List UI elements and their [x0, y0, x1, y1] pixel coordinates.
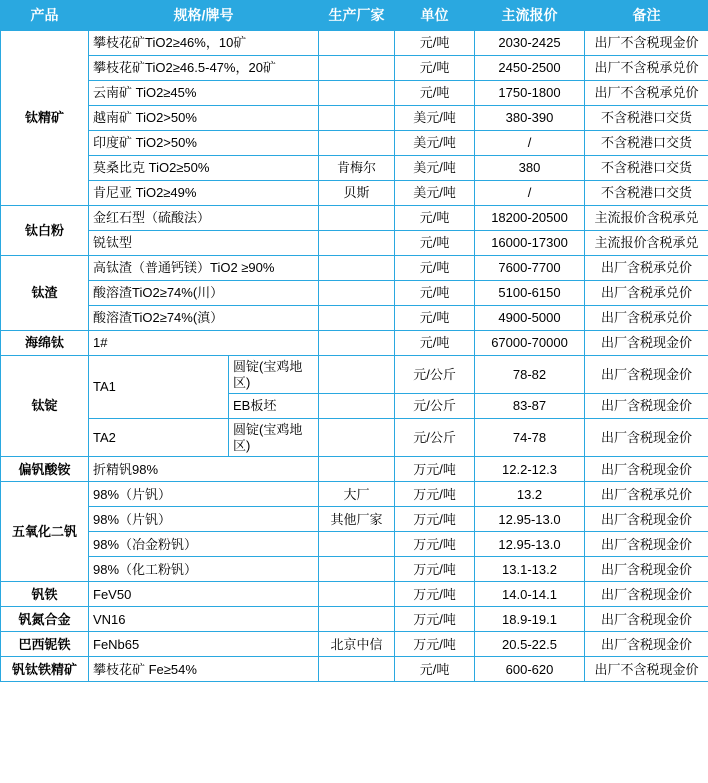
remark-cell: 出厂含税承兑价: [585, 482, 708, 507]
table-row: [1, 607, 708, 632]
price-cell: 18200-20500: [475, 206, 585, 231]
spec-cell: 98%（冶金粉钒）: [89, 532, 319, 557]
unit-cell: 元/吨: [395, 281, 475, 306]
remark-cell: 出厂不含税现金价: [585, 657, 708, 682]
table-row: [1, 281, 708, 306]
spec-sub-cell: 圆锭(宝鸡地区): [229, 356, 319, 394]
table-row: [1, 56, 708, 81]
spec-cell: 莫桑比克 TiO2≥50%: [89, 156, 319, 181]
column-header-spec: 规格/牌号: [89, 1, 319, 31]
column-header-manufacturer: 生产厂家: [319, 1, 395, 31]
table-header: [1, 1, 708, 31]
unit-cell: 美元/吨: [395, 106, 475, 131]
unit-cell: 元/公斤: [395, 419, 475, 457]
price-cell: 13.2: [475, 482, 585, 507]
remark-cell: 出厂含税承兑价: [585, 281, 708, 306]
spec-cell: 折精钒98%: [89, 457, 319, 482]
table-row: [1, 81, 708, 106]
spec-cell: 金红石型（硫酸法）: [89, 206, 319, 231]
remark-cell: 出厂含税现金价: [585, 356, 708, 394]
table-row: [1, 306, 708, 331]
price-cell: 16000-17300: [475, 231, 585, 256]
price-cell: /: [475, 181, 585, 206]
spec-sub-cell: EB板坯: [229, 394, 319, 419]
product-category-cell: 钛锭: [1, 356, 89, 457]
remark-cell: 出厂含税现金价: [585, 532, 708, 557]
table-row: [1, 256, 708, 281]
table-header-row: [1, 1, 708, 31]
unit-cell: 元/吨: [395, 81, 475, 106]
price-cell: /: [475, 131, 585, 156]
manufacturer-cell: [319, 607, 395, 632]
table-row: [1, 582, 708, 607]
price-cell: 67000-70000: [475, 331, 585, 356]
table-row: [1, 156, 708, 181]
unit-cell: 元/吨: [395, 256, 475, 281]
spec-cell: TA1: [89, 356, 229, 419]
table-row: [1, 419, 708, 457]
unit-cell: 万元/吨: [395, 482, 475, 507]
product-category-cell: 钒钛铁精矿: [1, 657, 89, 682]
price-cell: 5100-6150: [475, 281, 585, 306]
remark-cell: 出厂含税现金价: [585, 457, 708, 482]
remark-cell: 出厂含税现金价: [585, 507, 708, 532]
table-row: [1, 106, 708, 131]
unit-cell: 美元/吨: [395, 156, 475, 181]
table-row: [1, 181, 708, 206]
remark-cell: 出厂含税承兑价: [585, 256, 708, 281]
table-row: [1, 657, 708, 682]
unit-cell: 元/吨: [395, 31, 475, 56]
unit-cell: 元/吨: [395, 306, 475, 331]
price-cell: 20.5-22.5: [475, 632, 585, 657]
spec-cell: 高钛渣（普通钙镁）TiO2 ≥90%: [89, 256, 319, 281]
remark-cell: 出厂含税现金价: [585, 582, 708, 607]
unit-cell: 万元/吨: [395, 557, 475, 582]
remark-cell: 出厂不含税承兑价: [585, 81, 708, 106]
spec-cell: 攀枝花矿 Fe≥54%: [89, 657, 319, 682]
table-body: [1, 31, 708, 682]
unit-cell: 元/公斤: [395, 394, 475, 419]
manufacturer-cell: [319, 56, 395, 81]
price-cell: 74-78: [475, 419, 585, 457]
manufacturer-cell: 贝斯: [319, 181, 395, 206]
remark-cell: 出厂含税承兑价: [585, 306, 708, 331]
price-cell: 14.0-14.1: [475, 582, 585, 607]
spec-cell: FeNb65: [89, 632, 319, 657]
price-cell: 7600-7700: [475, 256, 585, 281]
manufacturer-cell: [319, 532, 395, 557]
price-cell: 13.1-13.2: [475, 557, 585, 582]
manufacturer-cell: [319, 206, 395, 231]
unit-cell: 万元/吨: [395, 632, 475, 657]
spec-cell: 1#: [89, 331, 319, 356]
spec-cell: 越南矿 TiO2>50%: [89, 106, 319, 131]
manufacturer-cell: [319, 419, 395, 457]
spec-cell: 攀枝花矿TiO2≥46%，10矿: [89, 31, 319, 56]
column-header-remark: 备注: [585, 1, 708, 31]
manufacturer-cell: [319, 657, 395, 682]
product-category-cell: 海绵钛: [1, 331, 89, 356]
spec-cell: 98%（化工粉钒）: [89, 557, 319, 582]
unit-cell: 万元/吨: [395, 457, 475, 482]
column-header-price: 主流报价: [475, 1, 585, 31]
table-row: [1, 331, 708, 356]
table-row: [1, 557, 708, 582]
manufacturer-cell: [319, 356, 395, 394]
remark-cell: 出厂不含税承兑价: [585, 56, 708, 81]
unit-cell: 元/公斤: [395, 356, 475, 394]
product-category-cell: 钛精矿: [1, 31, 89, 206]
price-cell: 2450-2500: [475, 56, 585, 81]
remark-cell: 出厂含税现金价: [585, 557, 708, 582]
price-cell: 2030-2425: [475, 31, 585, 56]
column-header-unit: 单位: [395, 1, 475, 31]
product-category-cell: 五氧化二钒: [1, 482, 89, 582]
manufacturer-cell: 其他厂家: [319, 507, 395, 532]
product-category-cell: 巴西铌铁: [1, 632, 89, 657]
price-cell: 83-87: [475, 394, 585, 419]
manufacturer-cell: 北京中信: [319, 632, 395, 657]
remark-cell: 出厂含税现金价: [585, 419, 708, 457]
spec-cell: 98%（片钒）: [89, 507, 319, 532]
price-cell: 4900-5000: [475, 306, 585, 331]
price-cell: 600-620: [475, 657, 585, 682]
unit-cell: 万元/吨: [395, 607, 475, 632]
remark-cell: 不含税港口交货: [585, 181, 708, 206]
product-category-cell: 钒铁: [1, 582, 89, 607]
manufacturer-cell: [319, 557, 395, 582]
price-cell: 1750-1800: [475, 81, 585, 106]
remark-cell: 不含税港口交货: [585, 131, 708, 156]
manufacturer-cell: 大厂: [319, 482, 395, 507]
spec-cell: 98%（片钒）: [89, 482, 319, 507]
spec-cell: 印度矿 TiO2>50%: [89, 131, 319, 156]
table-row: [1, 31, 708, 56]
spec-cell: 肯尼亚 TiO2≥49%: [89, 181, 319, 206]
spec-cell: 锐钛型: [89, 231, 319, 256]
remark-cell: 出厂含税现金价: [585, 394, 708, 419]
unit-cell: 万元/吨: [395, 507, 475, 532]
manufacturer-cell: [319, 331, 395, 356]
remark-cell: 出厂不含税现金价: [585, 31, 708, 56]
spec-cell: FeV50: [89, 582, 319, 607]
spec-sub-cell: 圆锭(宝鸡地区): [229, 419, 319, 457]
remark-cell: 出厂含税现金价: [585, 331, 708, 356]
manufacturer-cell: [319, 394, 395, 419]
manufacturer-cell: 肯梅尔: [319, 156, 395, 181]
remark-cell: 不含税港口交货: [585, 156, 708, 181]
unit-cell: 万元/吨: [395, 532, 475, 557]
price-cell: 18.9-19.1: [475, 607, 585, 632]
manufacturer-cell: [319, 231, 395, 256]
manufacturer-cell: [319, 81, 395, 106]
spec-cell: VN16: [89, 607, 319, 632]
spec-cell: TA2: [89, 419, 229, 457]
unit-cell: 元/吨: [395, 231, 475, 256]
price-cell: 380-390: [475, 106, 585, 131]
manufacturer-cell: [319, 457, 395, 482]
unit-cell: 元/吨: [395, 206, 475, 231]
table-row: [1, 482, 708, 507]
remark-cell: 出厂含税现金价: [585, 632, 708, 657]
remark-cell: 出厂含税现金价: [585, 607, 708, 632]
unit-cell: 美元/吨: [395, 131, 475, 156]
price-cell: 380: [475, 156, 585, 181]
manufacturer-cell: [319, 306, 395, 331]
unit-cell: 元/吨: [395, 657, 475, 682]
remark-cell: 主流报价含税承兑: [585, 206, 708, 231]
product-category-cell: 钛渣: [1, 256, 89, 331]
spec-cell: 酸溶渣TiO2≥74%(滇）: [89, 306, 319, 331]
price-cell: 12.95-13.0: [475, 507, 585, 532]
spec-cell: 酸溶渣TiO2≥74%(川）: [89, 281, 319, 306]
spec-cell: 云南矿 TiO2≥45%: [89, 81, 319, 106]
unit-cell: 万元/吨: [395, 582, 475, 607]
column-header-product: 产品: [1, 1, 89, 31]
manufacturer-cell: [319, 582, 395, 607]
unit-cell: 元/吨: [395, 331, 475, 356]
remark-cell: 不含税港口交货: [585, 106, 708, 131]
table-row: [1, 507, 708, 532]
unit-cell: 元/吨: [395, 56, 475, 81]
table-row: [1, 231, 708, 256]
manufacturer-cell: [319, 31, 395, 56]
manufacturer-cell: [319, 256, 395, 281]
price-cell: 78-82: [475, 356, 585, 394]
remark-cell: 主流报价含税承兑: [585, 231, 708, 256]
unit-cell: 美元/吨: [395, 181, 475, 206]
spec-cell: 攀枝花矿TiO2≥46.5-47%，20矿: [89, 56, 319, 81]
table-row: [1, 457, 708, 482]
price-cell: 12.2-12.3: [475, 457, 585, 482]
table-row: [1, 131, 708, 156]
table-row: [1, 206, 708, 231]
product-category-cell: 钛白粉: [1, 206, 89, 256]
product-category-cell: 钒氮合金: [1, 607, 89, 632]
table-row: [1, 532, 708, 557]
table-row: [1, 632, 708, 657]
manufacturer-cell: [319, 106, 395, 131]
manufacturer-cell: [319, 281, 395, 306]
price-cell: 12.95-13.0: [475, 532, 585, 557]
manufacturer-cell: [319, 131, 395, 156]
product-category-cell: 偏钒酸铵: [1, 457, 89, 482]
table-row: [1, 356, 708, 394]
